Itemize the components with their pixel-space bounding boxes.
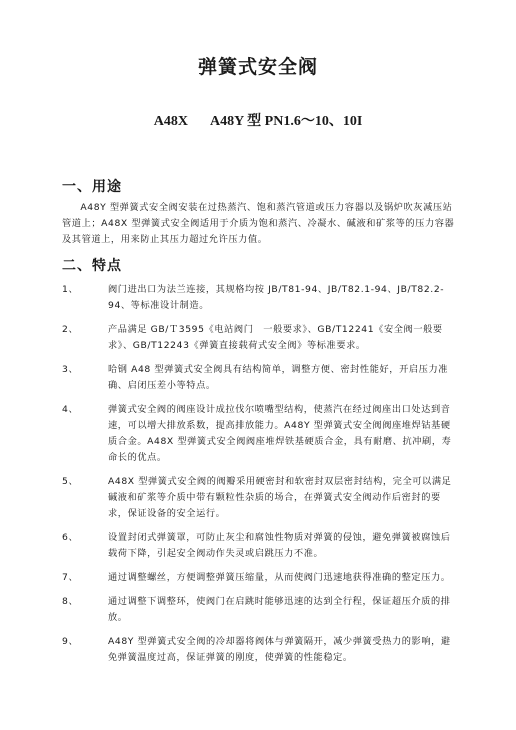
list-item-number: 2、 [62, 324, 79, 335]
list-item [62, 362, 460, 394]
list-item-text: 哈钢 A48 型弹簧式安全阀具有结构简单，调整方便、密封性能好，开启压力准确、启闭压差小等特点。 [108, 364, 449, 391]
features-list [62, 282, 460, 674]
list-item-text: 阀门进出口为法兰连接，其规格均按 JB/T81-94、JB/T82.1-94、JB/T82.2-94、等标准设计制造。 [108, 284, 445, 311]
list-item-number: 8、 [62, 596, 79, 607]
section-heading-usage: 一、用途 [62, 179, 122, 195]
model-a48y-pressure-range: A48Y 型 PN1.6～10、10I [209, 114, 363, 129]
usage-paragraph: A48Y 型弹簧式安全阀安装在过热蒸汽、饱和蒸汽管道或压力容器以及锅炉吹灰减压站管道上；A48X 型弹簧式安全阀适用于介质为饱和蒸汽、冷凝水、碱液和矿浆等的压力容器及其管道上，用来防止其压力超过允许压力值。 [62, 202, 455, 245]
list-item [62, 474, 460, 522]
list-item-text: 弹簧式安全阀的阀座设计成拉伐尔喷嘴型结构，使蒸汽在经过阀座出口处达到音速，可以增大排放系数，提高排放能力。A48Y 型弹簧式安全阀阀座堆焊钴基硬质合金。A48X 型弹簧式安全阀阀座堆焊铁基硬质合金，具有耐磨、抗冲刷，寿命长的优点。 [108, 404, 452, 463]
list-item-text: 通过调整螺丝，方便调整弹簧压缩量，从而使阀门迅速地获得准确的整定压力。 [108, 572, 451, 583]
section-heading-features: 二、特点 [62, 258, 122, 274]
list-item [62, 594, 460, 626]
page-title: 弹簧式安全阀 [197, 56, 318, 78]
list-item-text: 通过调整下调整环，使阀门在启跳时能够迅速的达到全行程，保证超压介质的排放。 [108, 596, 451, 623]
list-item-text: A48X 型弹簧式安全阀的阀瓣采用硬密封和软密封双层密封结构，完全可以满足碱液和矿浆等介质中带有颗粒性杂质的场合，在弹簧式安全阀动作后密封的要求，保证设备的安全运行。 [108, 476, 452, 519]
list-item [62, 570, 460, 586]
list-item-number: 1、 [62, 284, 79, 295]
list-item [62, 530, 460, 562]
list-item-number: 3、 [62, 364, 79, 375]
list-item [62, 402, 460, 466]
list-item-text: A48Y 型弹簧式安全阀的冷却器将阀体与弹簧隔开，减少弹簧受热力的影响，避免弹簧温度过高，保证弹簧的刚度，使弹簧的性能稳定。 [108, 636, 451, 663]
list-item [62, 282, 460, 314]
list-item-number: 9、 [62, 636, 79, 647]
list-item-text: 设置封闭式弹簧罩，可防止灰尘和腐蚀性物质对弹簧的侵蚀，避免弹簧被腐蚀后载荷下降，引起安全阀动作失灵或启跳压力不准。 [108, 532, 451, 559]
list-item-number: 7、 [62, 572, 79, 583]
list-item-number: 6、 [62, 532, 79, 543]
list-item-text: 产品满足 GB/Ｔ3595《电站阀门 一般要求》、GB/T12241《安全阀一般要求》、GB/T12243《弹簧直接载荷式安全阀》等标准要求。 [108, 324, 443, 351]
list-item-number: 5、 [62, 476, 79, 487]
list-item [62, 322, 460, 354]
model-subtitle [0, 110, 516, 130]
list-item [62, 634, 460, 666]
model-a48x: A48X [153, 114, 188, 129]
list-item-number: 4、 [62, 404, 79, 415]
